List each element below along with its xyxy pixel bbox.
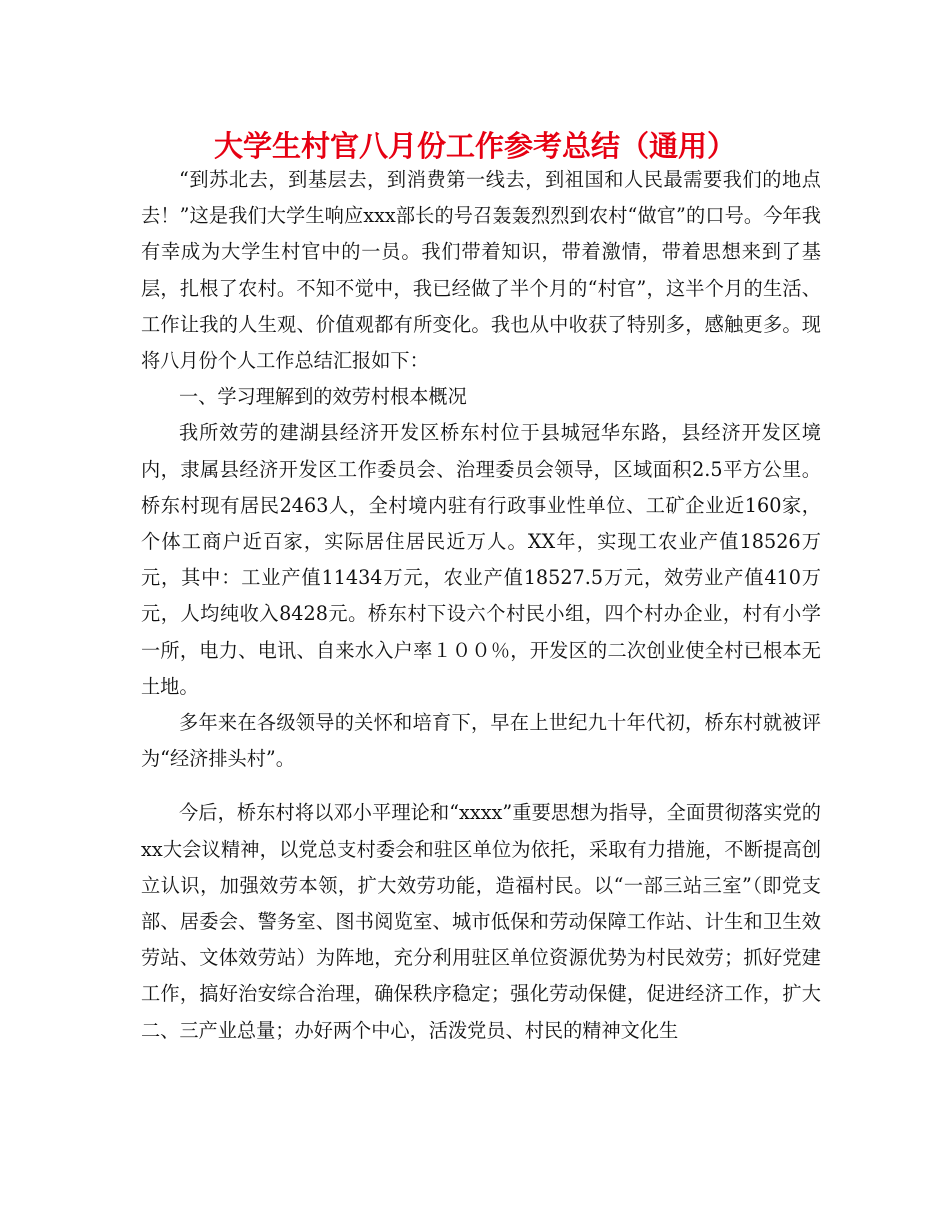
honor-paragraph: 多年来在各级领导的关怀和培育下，早在上世纪九十年代初，桥东村就被评为“经济排头村”。 [141,711,821,771]
future-plan-paragraph: 今后，桥东村将以邓小平理论和“xxxx”重要思想为指导，全面贯彻落实党的xx大会议精神，以党总支村委会和驻区单位为依托，采取有力措施，不断提高创立认识，加强效劳本领，扩大效劳功能，造福村民。以“一部三站三室”（即党支部、居委会、警务室、图书阅览室、城市低保和劳动保障工作站、计生和卫生效劳站、文体效劳站）为阵地，充分利用驻区单位资源优势为村民效劳；抓好党建工作，搞好治安综合治理，确保秩序稳定；强化劳动保健，促进经济工作，扩大二、三产业总量；办好两个中心，活泼党员、村民的精神文化生 [141,801,821,1042]
section-heading: 一、学习理解到的效劳村根本概况 [179,385,467,409]
document-body [141,162,821,1049]
intro-paragraph: “到苏北去，到基层去，到消费第一线去，到祖国和人民最需要我们的地点去！”这是我们大学生响应xxx部长的号召轰轰烈烈到农村“做官”的口号。今年我有幸成为大学生村官中的一员。我们带着知识，带着激情，带着思想来到了基层，扎根了农村。不知不觉中，我已经做了半个月的“村官”，这半个月的生活、工作让我的人生观、价值观都有所变化。我也从中收获了特别多，感触更多。现将八月份个人工作总结汇报如下： [141,168,821,373]
village-overview-paragraph: 我所效劳的建湖县经济开发区桥东村位于县城冠华东路，县经济开发区境内，隶属县经济开发区工作委员会、治理委员会领导，区域面积2.5平方公里。桥东村现有居民2463人，全村境内驻有行政事业性单位、工矿企业近160家，个体工商户近百家，实际居住居民近万人。XX年，实现工农业产值18526万元，其中：工业产值11434万元，农业产值18527.5万元，效劳业产值410万元，人均纯收入8428元。桥东村下设六个村民小组，四个村办企业，村有小学一所，电力、电讯、自来水入户率１００％，开发区的二次创业使全村已根本无土地。 [141,421,821,698]
document-title: 大学生村官八月份工作参考总结（通用） [213,129,736,163]
